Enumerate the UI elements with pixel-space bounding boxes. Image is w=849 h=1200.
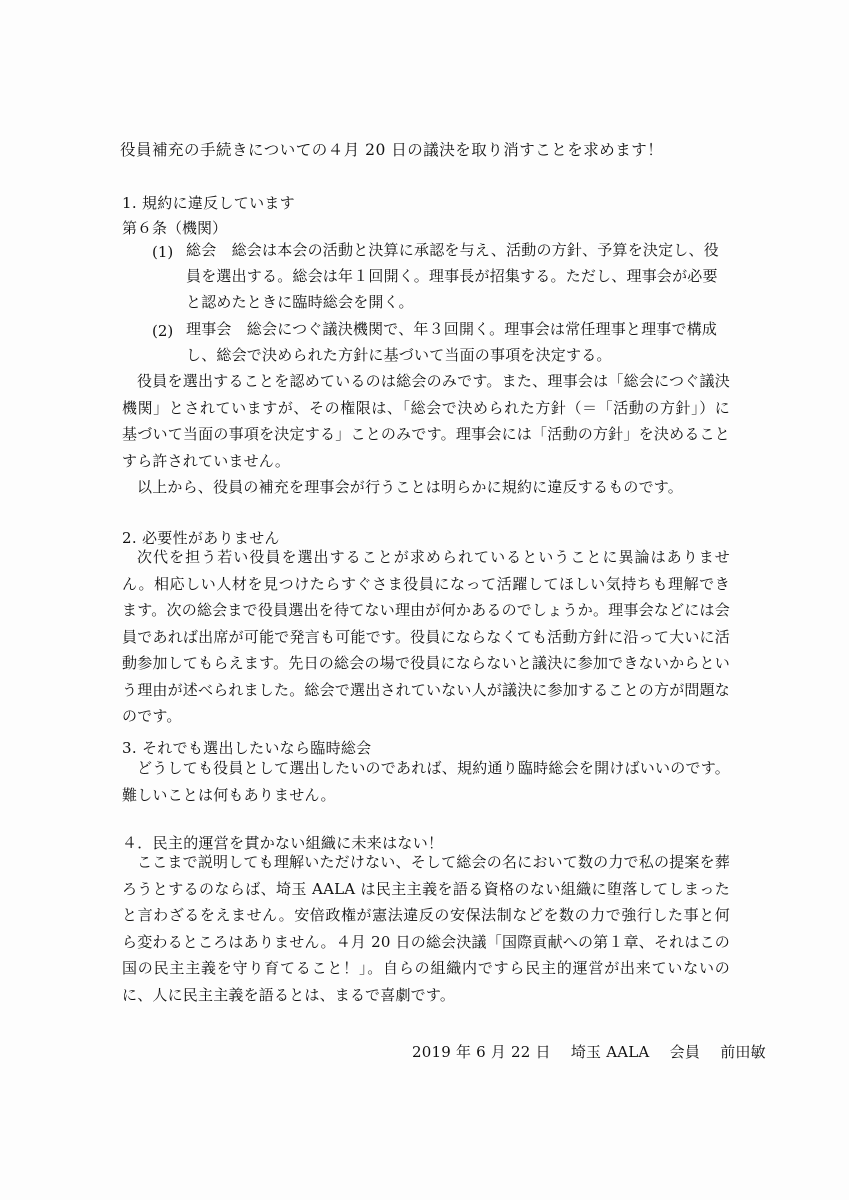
signature-line	[412, 1041, 772, 1062]
item-1-number: (1)	[152, 243, 174, 261]
item-2-number: (2)	[152, 322, 174, 340]
section-2-paragraph: 次代を担う若い役員を選出することが求められているということに異論はありません。相応しい人材を見つけたらすぐさま役員になって活躍してほしい気持ちも理解できます。次の総会まで役員選出を待てない理由が何かあるのでしょうか。理事会などには会員であれば出席が可能で発言も可能です。役員にならなくても活動方針に沿って大いに活動参加してもらえます。先日の総会の場で役員にならないと議決に参加できないからという理由が述べられました。総会で選出されていない人が議決に参加することの方が問題なのです。	[122, 548, 731, 725]
signature-name: 前田敏	[720, 1043, 766, 1061]
section-3-heading: 3. それでも選出したいなら臨時総会	[122, 739, 372, 757]
signature-org: 埼玉 AALA	[570, 1043, 650, 1061]
item-2-text: 理事会 総会につぐ議決機関で、年３回開く。理事会は常任理事と理事で構成し、総会で決められた方針に基づいて当面の事項を決定する。	[186, 320, 718, 364]
section-1-heading: 1. 規約に違反しています	[122, 194, 295, 212]
item-1-text: 総会 総会は本会の活動と決算に承認を与え、活動の方針、予算を決定し、役員を選出する。総会は年１回開く。理事長が招集する。ただし、理事会が必要と認めたときに臨時総会を開く。	[186, 241, 719, 311]
section-4-paragraph: ここまで説明しても理解いただけない、そして総会の名において数の力で私の提案を葬ろうとするのならば、埼玉 AALA は民主主義を語る資格のない組織に堕落してしまったと言わざるをえません。安倍政権が憲法違反の安保法制などを数の力で強行した事と何ら変わるところはありません。４月 20 日の総会決議「国際貢献への第１章、それはこの国の民主主義を守り育てること！」。自らの組織内ですら民主的運営が出来ていないのに、人に民主主義を語るとは、まるで喜劇です。	[122, 853, 730, 1004]
section-1-paragraph-2: 以上から、役員の補充を理事会が行うことは明らかに規約に違反するものです。	[137, 478, 684, 496]
article-heading: 第６条（機関）	[122, 219, 228, 237]
section-1-paragraph-1: 役員を選出することを認めているのは総会のみです。また、理事会は「総会につぐ議決機関」とされていますが、その権限は、「総会で決められた方針（＝「活動の方針」）に基づいて当面の事項を決定する」ことのみです。理事会には「活動の方針」を決めることすら許されていません。	[122, 372, 730, 470]
section-2-heading: 2. 必要性がありません	[122, 529, 280, 547]
signature-date: 2019 年 6 月 22 日	[412, 1043, 551, 1061]
section-4-heading: ４．民主的運営を貫かない組織に未来はない！	[122, 834, 444, 852]
section-3-paragraph: どうしても役員として選出したいのであれば、規約通り臨時総会を開けばいいのです。難しいことは何もありません。	[122, 759, 730, 804]
document-title: 役員補充の手続きについての４月 20 日の議決を取り消すことを求めます！	[120, 141, 664, 159]
signature-role: 会員	[669, 1043, 701, 1061]
